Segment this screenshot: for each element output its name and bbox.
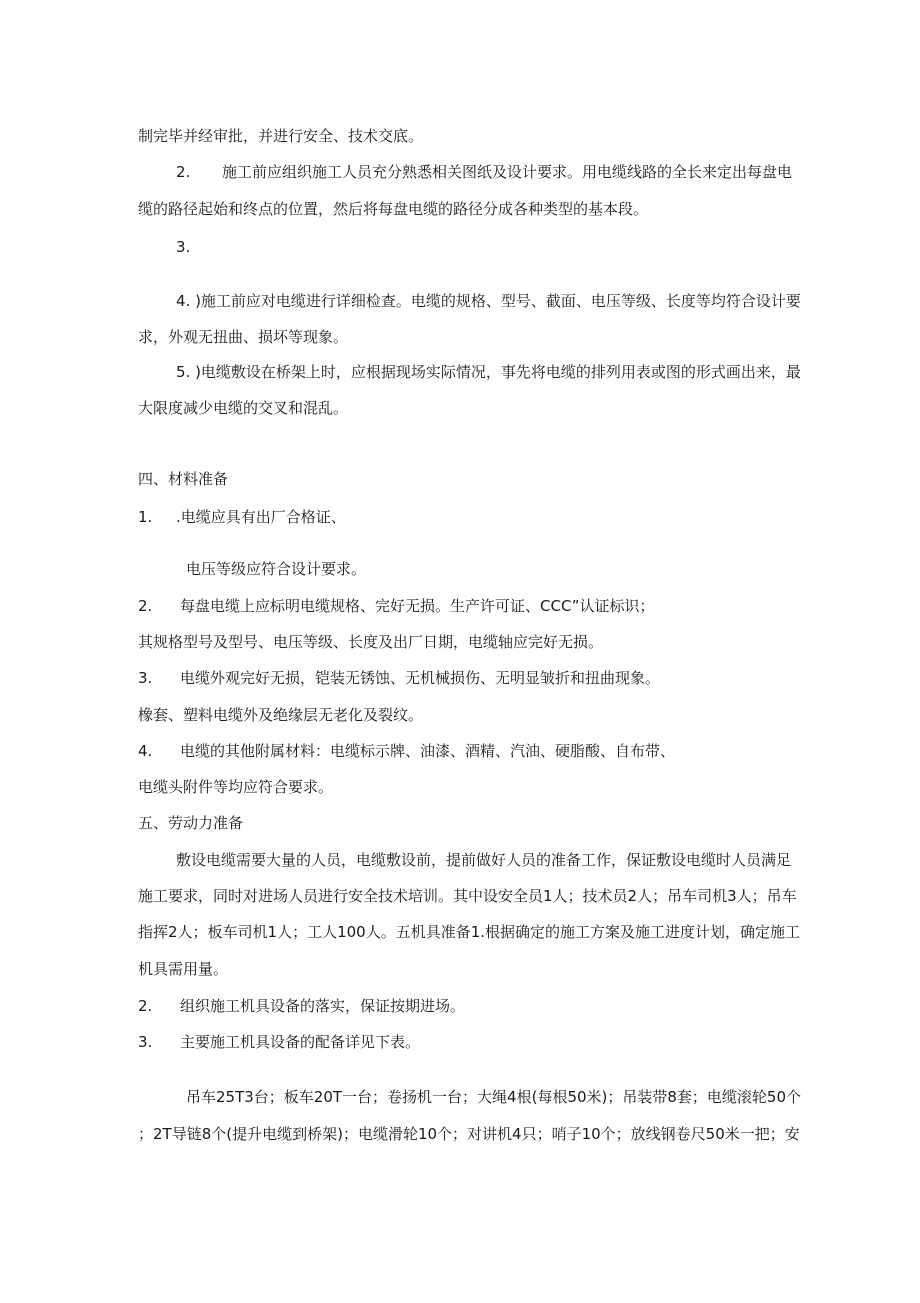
list-item-text: 5. )电缆敷设在桥架上时，应根据现场实际情况，事先将电缆的排列用表或图的形式画出来，最 — [176, 363, 801, 381]
list-item-continuation: 大限度减少电缆的交叉和混乱。 — [138, 399, 349, 417]
list-item-text: 组织施工机具设备的落实，保证按期进场。 — [180, 997, 466, 1015]
item-number: 3. — [138, 669, 153, 687]
section-heading: 四、材料准备 — [138, 470, 229, 488]
paragraph-line: ；2T导链8个(提升电缆到桥架)；电缆滑轮10个；对讲机4只；哨子10个；放线钢卷尺50米一把；安 — [138, 1125, 800, 1143]
section-heading: 五、劳动力准备 — [138, 814, 244, 832]
item-number: 2. — [138, 997, 153, 1015]
paragraph-line: 指挥2人；板车司机1人；工人100人。五机具准备1.根据确定的施工方案及施工进度计划，确定施工 — [138, 923, 801, 941]
list-item-continuation: 橡套、塑料电缆外及绝缘层无老化及裂纹。 — [138, 706, 424, 724]
paragraph-line: 施工要求，同时对进场人员进行安全技术培训。其中设安全员1人；技术员2人；吊车司机3人；吊车 — [138, 887, 797, 905]
item-number: 2. — [176, 163, 191, 181]
list-item-continuation: 其规格型号及型号、电压等级、长度及出厂日期，电缆轴应完好无损。 — [138, 633, 604, 651]
list-item-text: 电缆外观完好无损，铠装无锈蚀、无机械损伤、无明显皱折和扭曲现象。 — [180, 669, 661, 687]
list-item-text: 施工前应组织施工人员充分熟悉相关图纸及设计要求。用电缆线路的全长来定出每盘电 — [222, 163, 793, 181]
item-number: 1. — [138, 508, 153, 526]
paragraph-line: 吊车25T3台；板车20T一台；卷扬机一台；大绳4根(每根50米)；吊装带8套；电缆滚轮50个 — [186, 1088, 802, 1106]
list-item-text: 4. )施工前应对电缆进行详细检查。电缆的规格、型号、截面、电压等级、长度等均符合设计要 — [176, 292, 801, 310]
list-item-continuation: 缆的路径起始和终点的位置，然后将每盘电缆的路径分成各种类型的基本段。 — [138, 200, 649, 218]
paragraph-line: 机具需用量。 — [138, 960, 229, 978]
list-item-continuation: 求，外观无扭曲、损坏等现象。 — [138, 328, 349, 346]
paragraph-line: 敷设电缆需要大量的人员，电缆敷设前，提前做好人员的准备工作，保证敷设电缆时人员满足 — [176, 851, 792, 869]
list-item-text: 主要施工机具设备的配备详见下表。 — [180, 1033, 421, 1051]
item-number: 4. — [138, 742, 153, 760]
list-item-text: 每盘电缆上应标明电缆规格、完好无损。生产许可证、CCC”认证标识； — [180, 597, 655, 615]
list-item-text: .电缆应具有出厂合格证、 — [176, 508, 346, 526]
item-number: 2. — [138, 597, 153, 615]
list-item-continuation: 电缆头附件等均应符合要求。 — [138, 778, 334, 796]
list-item-text: 电缆的其他附属材料：电缆标示牌、油漆、酒精、汽油、硬脂酸、自布带、 — [180, 742, 676, 760]
item-number: 3. — [176, 238, 191, 256]
paragraph-continuation: 制完毕并经审批，并进行安全、技术交底。 — [138, 127, 424, 145]
list-item-continuation: 电压等级应符合设计要求。 — [186, 560, 367, 578]
item-number: 3. — [138, 1033, 153, 1051]
